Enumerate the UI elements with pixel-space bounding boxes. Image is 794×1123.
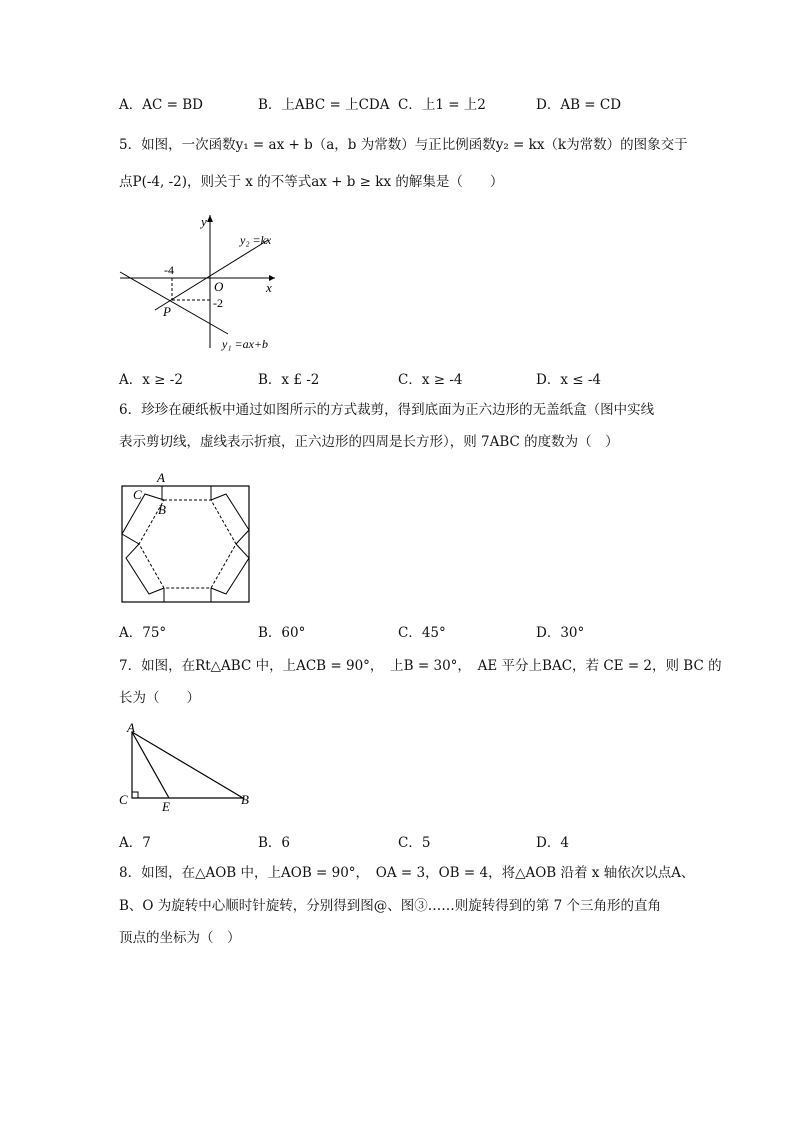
- label-a: A: [157, 470, 165, 485]
- q5-option-c: C．x ≥ -4: [398, 372, 463, 388]
- y2-label: y₂ =kx: [240, 233, 272, 247]
- dashed-hexagon: [139, 500, 236, 588]
- q6-hexagon-figure: [118, 470, 253, 606]
- q6-option-c: C．45°: [398, 625, 446, 641]
- triangle-abc: [132, 732, 243, 798]
- q6-line1: 6．珍珍在硬纸板中通过如图所示的方式裁剪，得到底面为正六边形的无盖纸盒（图中实线: [119, 402, 655, 418]
- y-axis-arrow-icon: [207, 215, 213, 222]
- origin-label: O: [214, 279, 224, 294]
- q5-line1: 5．如图，一次函数y₁ = ax + b（a，b 为常数）与正比例函数y₂ = kx（k为常数）的图象交于: [119, 137, 688, 153]
- q6-line2: 表示剪切线，虚线表示折痕，正六边形的四周是长方形），则 7ABC 的度数为（ ）: [119, 434, 619, 450]
- line-y1: [120, 272, 228, 334]
- cut-right-upper-b: [236, 530, 249, 544]
- q6-option-d: D．30°: [536, 625, 585, 641]
- cut-right-lower: [211, 544, 249, 594]
- q7-line1: 7．如图，在Rt△ABC 中，上ACB = 90°， 上B = 30°， AE 平分上BAC，若 CE = 2，则 BC 的: [119, 658, 722, 674]
- y-axis-label: y: [201, 214, 207, 229]
- q4-option-a: A．AC = BD: [119, 97, 203, 113]
- x-axis-label: x: [266, 280, 272, 295]
- q7-line2: 长为（ ）: [119, 690, 200, 706]
- q7-option-a: A．7: [119, 835, 151, 851]
- label-e: E: [162, 799, 170, 814]
- q8-line2: B、O 为旋转中心顺时针旋转，分别得到图@、图③……则旋转得到的第 7 个三角形的直角: [119, 898, 661, 914]
- q7-option-b: B．6: [258, 835, 291, 851]
- right-angle-marker: [132, 792, 138, 798]
- outer-rectangle: [122, 486, 249, 602]
- q4-option-b: B．上ABC = 上CDA: [258, 97, 390, 113]
- q5-option-a: A．x ≥ -2: [119, 372, 183, 388]
- q7-option-d: D．4: [536, 835, 569, 851]
- bisector-ae: [132, 732, 169, 798]
- label-c: C: [133, 487, 142, 502]
- y1-label: y₁ =ax+b: [222, 337, 269, 351]
- neg4-label: -4: [164, 263, 174, 277]
- q8-line1: 8．如图，在△AOB 中，上AOB = 90°， OA = 3，OB = 4，将△AOB 沿着 x 轴依次以点A、: [119, 865, 695, 881]
- q5-line2: 点P(-4, -2)，则关于 x 的不等式ax + b ≥ kx 的解集是（ ）: [119, 174, 504, 190]
- label-c: C: [119, 792, 128, 807]
- cut-left-lower: [126, 544, 164, 594]
- q5-option-d: D．x ≤ -4: [536, 372, 601, 388]
- q6-option-a: A．75°: [119, 625, 167, 641]
- q5-option-b: B．x £ -2: [258, 372, 320, 388]
- q4-option-c: C．上1 = 上2: [398, 97, 486, 113]
- point-p-label: P: [163, 304, 171, 319]
- q8-line3: 顶点的坐标为（ ）: [119, 930, 241, 946]
- q5-graph-figure: [110, 210, 290, 360]
- q6-option-b: B．60°: [258, 625, 306, 641]
- label-b: B: [158, 502, 166, 517]
- q7-option-c: C．5: [398, 835, 431, 851]
- cut-top-left: [162, 486, 164, 500]
- neg2-label: -2: [213, 296, 223, 310]
- q7-triangle-figure: [115, 720, 265, 815]
- label-a: A: [127, 720, 135, 735]
- label-b: B: [241, 792, 249, 807]
- cut-right-upper-a: [211, 494, 249, 530]
- q4-option-d: D．AB = CD: [536, 97, 622, 113]
